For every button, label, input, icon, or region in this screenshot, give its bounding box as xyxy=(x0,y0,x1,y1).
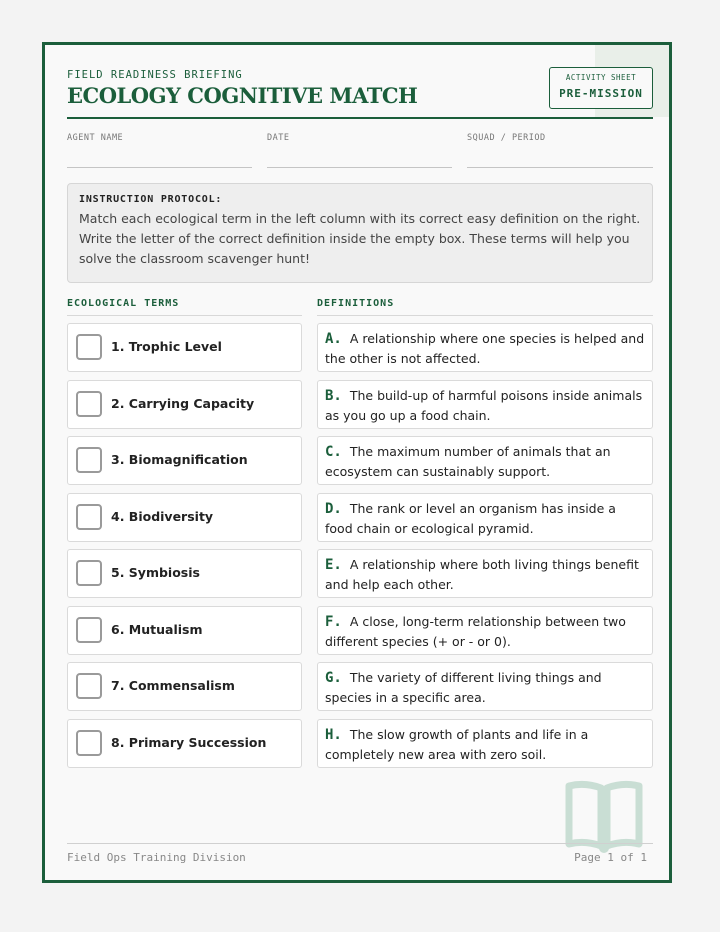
answer-box[interactable] xyxy=(76,617,102,643)
terms-heading-rule xyxy=(67,315,302,316)
answer-box[interactable] xyxy=(76,730,102,756)
answer-box[interactable] xyxy=(76,334,102,360)
date-field[interactable] xyxy=(267,133,452,143)
term-card xyxy=(67,662,302,711)
answer-box[interactable] xyxy=(76,673,102,699)
activity-badge xyxy=(549,67,653,109)
squad-line[interactable] xyxy=(467,167,653,168)
definition-card xyxy=(317,436,653,485)
answer-box[interactable] xyxy=(76,504,102,530)
definition-letter: F. xyxy=(325,613,342,630)
definition-letter: A. xyxy=(325,331,342,347)
date-label: DATE xyxy=(267,133,290,143)
definition-letter: C. xyxy=(325,444,342,460)
definitions-heading-rule xyxy=(317,315,653,316)
badge-label: ACTIVITY SHEET xyxy=(565,73,637,82)
definition-text: A relationship where both living things benefit and help each other. xyxy=(325,557,639,592)
definition-letter: H. xyxy=(325,726,342,743)
date-line[interactable] xyxy=(267,167,452,168)
term-card xyxy=(67,549,302,598)
definition-text: The variety of different living things and species in a specific area. xyxy=(325,670,602,705)
term-card xyxy=(67,380,302,429)
definition-letter: D. xyxy=(325,500,342,517)
answer-box[interactable] xyxy=(76,447,102,473)
term-label: 7. Commensalism xyxy=(111,678,235,693)
term-card xyxy=(67,606,302,655)
instruction-body: Match each ecological term in the left column with its correct easy definition on the right. Write the letter of the correct definition inside the empty box. These terms will help you solve the classroom scavenger hunt! xyxy=(79,211,641,266)
activity-sheet xyxy=(42,42,672,883)
definition-text: The rank or level an organism has inside a food chain or ecological pyramid. xyxy=(325,500,616,536)
header-divider xyxy=(67,117,653,119)
definition-card xyxy=(317,493,653,542)
definition-card xyxy=(317,380,653,429)
term-label: 3. Biomagnification xyxy=(111,452,248,467)
term-label: 2. Carrying Capacity xyxy=(111,395,255,411)
term-card xyxy=(67,493,302,542)
definition-letter: B. xyxy=(325,387,342,404)
agent-name-label: AGENT NAME xyxy=(67,133,124,143)
page-title: ECOLOGY COGNITIVE MATCH xyxy=(67,83,418,108)
term-label: 5. Symbiosis xyxy=(111,565,200,580)
squad-label: SQUAD / PERIOD xyxy=(467,133,546,143)
term-label: 1. Trophic Level xyxy=(111,339,222,354)
definitions-heading: DEFINITIONS xyxy=(317,298,395,309)
agent-name-field[interactable] xyxy=(67,133,252,143)
answer-box[interactable] xyxy=(76,560,102,586)
page-number: Page 1 of 1 xyxy=(574,851,647,864)
instruction-heading: INSTRUCTION PROTOCOL: xyxy=(79,194,223,205)
term-label: 4. Biodiversity xyxy=(111,508,214,524)
term-label: 6. Mutualism xyxy=(111,621,203,637)
footer-division: Field Ops Training Division xyxy=(67,851,246,864)
briefing-kicker: FIELD READINESS BRIEFING xyxy=(67,69,243,81)
definition-text: A relationship where one species is helped and the other is not affected. xyxy=(325,331,645,366)
definition-card xyxy=(317,323,653,372)
definition-card xyxy=(317,606,653,655)
answer-box[interactable] xyxy=(76,391,102,417)
definition-text: The slow growth of plants and life in a completely new area with zero soil. xyxy=(325,726,589,762)
term-card xyxy=(67,323,302,372)
term-label: 8. Primary Succession xyxy=(111,734,267,750)
term-card xyxy=(67,436,302,485)
definition-letter: E. xyxy=(325,557,342,573)
footer-divider xyxy=(67,843,653,844)
badge-value: PRE-MISSION xyxy=(559,87,643,100)
definition-card xyxy=(317,719,653,768)
definition-text: The build-up of harmful poisons inside animals as you go up a food chain. xyxy=(325,387,643,423)
term-card xyxy=(67,719,302,768)
instruction-panel xyxy=(67,183,653,283)
squad-field[interactable] xyxy=(467,133,653,143)
definition-card xyxy=(317,549,653,598)
definition-card xyxy=(317,662,653,711)
definition-text: The maximum number of animals that an ecosystem can sustainably support. xyxy=(325,444,611,479)
agent-name-line[interactable] xyxy=(67,167,252,168)
terms-heading: ECOLOGICAL TERMS xyxy=(67,298,180,309)
definition-text: A close, long-term relationship between two different species (+ or - or 0). xyxy=(325,613,626,649)
definition-letter: G. xyxy=(325,670,342,686)
